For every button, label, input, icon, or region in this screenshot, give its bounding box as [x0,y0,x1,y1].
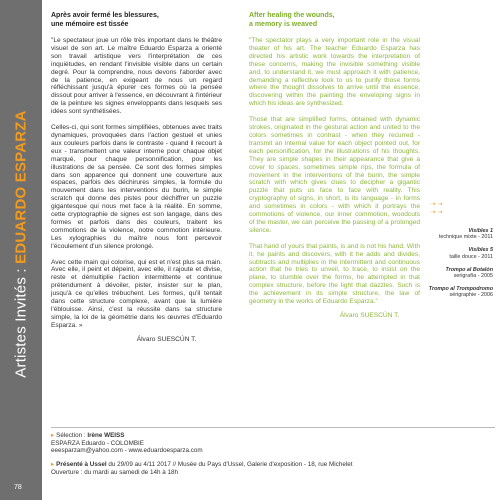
selection-line [51,432,391,440]
arrow-row: ⇢ ⇢ [430,201,443,208]
french-paragraph: "Le spectateur joue un rôle très important dans le théâtre visuel de son art. Le maître Eduardo Esparza a orienté son travail artistique vers l'interprétation de ces inquiétudes, en rendant l'invisible visible dans un certain degré. Pour la comprendre, nous devons l'aborder avec de la patience, en exigeant de nous un regard réfléchissant jusqu'à épurer ces formes où la pensée dissout pour arriver à l'essence, en découvrant à l'intérieur de la peinture les signes enveloppants dans lesquels ses idées sont synthétisées. [51,37,222,116]
opening-hours: Ouverture : du mardi au samedi de 14h à 18h [51,468,179,476]
footer-divider [51,427,495,428]
english-heading-line1: After healing the wounds, [249,12,335,19]
french-column [51,12,222,344]
french-heading-line2: une mémoire est tissée [51,20,129,28]
artwork-title: Visibles 1 [468,228,493,234]
exhibit-title: Présenté à Ussel [56,461,107,469]
section-label: Artistes Invités : [12,263,30,378]
artwork-title: Trompo al Trompodromo [428,286,493,293]
selection-prefix: Sélection : [56,432,88,439]
bullet-icon: ▸ [51,461,55,469]
artwork-caption [423,267,493,279]
sidebar-title [13,110,30,377]
artist-name: EDUARDO ESPARZA [12,110,30,264]
artist-line: ESPARZA Eduardo - COLOMBIE [51,439,144,447]
exhibit-line [51,461,391,469]
english-paragraph: That hand of yours that paints, is and is not his hand. With it, he paints and discovers, with it he adds and divides, subtracts and multiplies in the intermittent and continuous action that he tries to unveil, to trace, to insist on the plane, to stumble over the forms, he attempted in that complex structure, before the light that dazzles. Such is the achievement in its simple structure, the law of geometry in the works of Eduardo Esparza." [249,242,420,306]
french-heading [51,12,222,29]
artwork-detail: sérigraphie - 2006 [449,292,493,299]
english-paragraph: Those that are simplified forms, obtained with dynamic strokes, originated in the gestural action and united to the colors sometimes in contrast - when they recurred - transmit an internal value for each object pointed out, for each personification, for the illustrations of his thoughts. They are simple shapes in their appearance that give a cover to spaces, sometimes simple rips, the formula of movement in the interventions of the burin, the simple scratch with which gives clues to decipher a gigantic puzzle that puts us face to face with reality. This cryptography of signs, in short, is its language - in forms and sometimes in colors - with which it portrays the commotions of violence, our inner commotion, woodcuts of the master, we can perceive the passing of a prolonged silence. [249,116,420,234]
artwork-title: Visibles 5 [468,247,493,254]
artwork-detail: technique mixte - 2011 [438,234,493,241]
bullet-icon: ▸ [51,432,55,439]
arrow-row: ⇢ ⇢ [430,209,443,216]
arrows-icon [430,201,443,217]
artwork-caption [423,247,493,259]
artwork-caption [423,228,493,240]
english-heading-line2: a memory is weaved [249,20,318,28]
page-number: 78 [14,484,22,491]
english-heading [249,12,420,29]
sidebar [0,0,42,500]
french-paragraph: Avec cette main qui colorise, qui est et n'est plus sa main. Avec elle, il peint et dépeint, avec elle, il rajoute et divise, reste et démultiplie l'action intermittente et continue prétendument à dévoiler, pister, insister sur le plan, jusqu'à ce qu'elles trébuchent. Les formes, qu'il tentait dans cette structure complexe, avant que la lumière l'éblouisse. Ainsi, c'est la réussite dans sa structure simple, la loi de la géométrie dans les œuvres d'Eduardo Esparza. » [51,258,222,329]
artwork-caption [423,286,493,298]
french-signature: Álvaro SUESCÚN T. [136,335,197,343]
artwork-title: Trompo al Botalón [445,266,493,273]
artwork-detail: taille douce - 2011 [449,253,493,260]
french-paragraph: Celles-ci, qui sont formes simplifiées, obtenues avec traits dynamiques, provoquées dans l'action gestuel et unies aux couleurs parfois dans le contraste - quand il recourt à eux - transmettent une valeur interne pour chaque objet marqué, pour chaque personnification, pour les illustrations de sa pensée. Ce sont des formes simples dans son apparence qui donnent une couverture aux espaces, parfois des déchirures simples, la formule du mouvement dans les interventions du burin, le simple scratch qui donne des pistes pour déchiffrer un puzzle gigantesque qui nous met face à la réalité. En somme, cette cryptographie de signes est son langage, dans des formes et parfois dans des couleurs, traitent les commotions de la violence, notre commotion intérieure. Les xylographies du maître nous font percevoir l'écoulement d'un silence prolongé. [51,124,222,250]
artwork-detail: serigrafía - 2005 [453,273,493,280]
english-signature: Álvaro SUESCÚN T. [339,312,400,319]
english-column [249,12,420,320]
selection-name: Irène WEISS [87,432,125,439]
contact-block [51,432,391,477]
exhibit-details: du 29/09 au 4/11 2017 // Musée du Pays d'Ussel, Galerie d'exposition - 18, rue Michelet [106,461,353,469]
artwork-captions [423,228,493,306]
english-paragraph: "The spectator plays a very important role in the visual theater of his art. The teacher Eduardo Esparza has directed his artistic work towards the interpretation of these concerns, making the invisible something visible and, to understand it, we must approach it with patience, demanding a reflective look to us to purify those forms where the thought dissolves to arrive until the essence, discovering within the painting the enveloping signs in which his ideas are synthesized. [249,37,420,108]
french-heading-line1: Après avoir fermé les blessures, [51,12,159,19]
artist-links[interactable]: eeesparzam@yahoo.com - www.eduardoesparza.com [51,447,203,455]
